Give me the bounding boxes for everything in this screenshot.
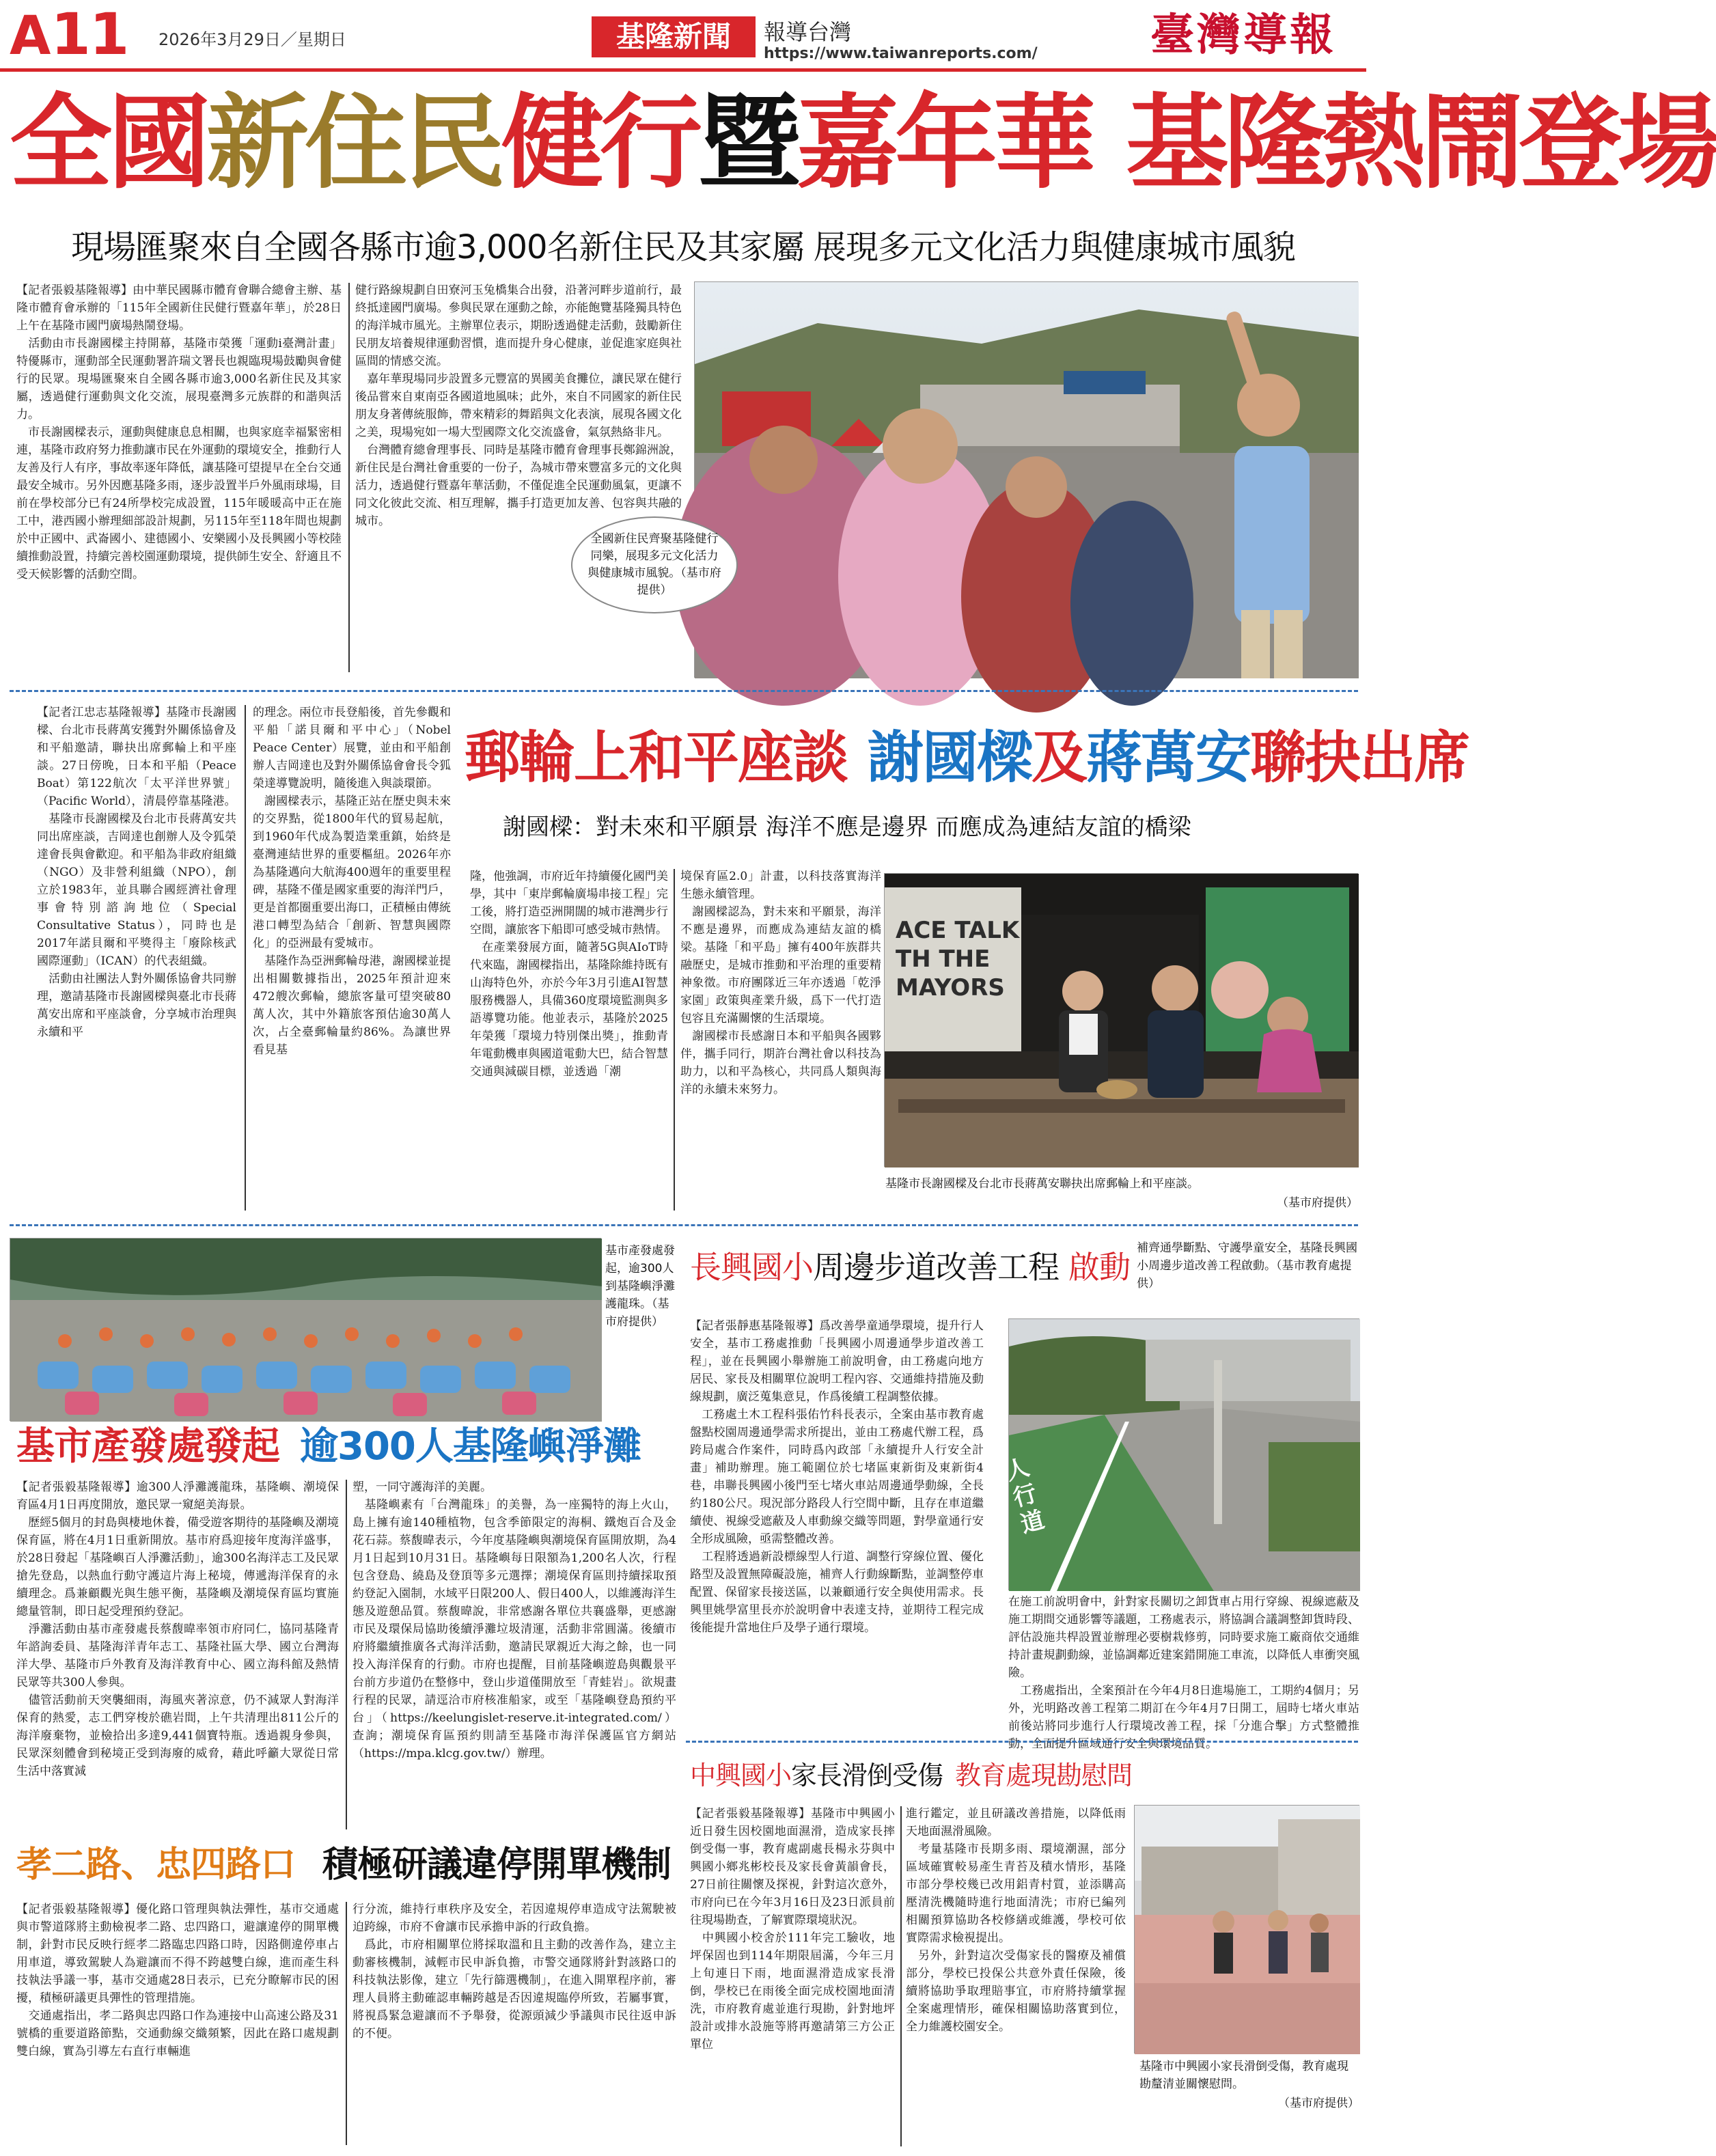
story5-col1: 【記者張毅基隆報導】優化路口管理與執法彈性，基市交通處與市警道隊將主動檢視孝二路、忠四路口，避讓違停的開單機制，針對市民反映行經孝二路臨忠四路口時，因路側違停車占用車道，導致駕駛人為避讓而不得不跨越雙白線，進而產生科技執法爭議一事，基市交通處28日表示，已充分瞭解市民的困擾，積極研議更具彈性的管理措施。 交通處指出，孝二路與忠四路口作為連接中山高速公路及31號橋的重要道路節點，交通動線交織頻繁，因此在路口處規劃雙白線，實為引導左右直行車輛進 xyxy=(16,1903,339,2058)
story4-col1: 【記者張靜惠基隆報導】爲改善學童通學環境，提升行人安全，基市工務處推動「長興國小周邊通學步道改善工程」，並在長興國小舉辦施工前說明會，由工務處向地方居民、家長及相關單位說明工程內容、交通維持措施及動線規劃，廣泛蒐集意見，作爲後續工程調整依據。 工務處土木工程科張佑竹科長表示，全案由基市教育處盤點校園周邊通學需求所提出，並由工務處代辦工程，爲跨局處合作案件，同時爲內政部「永續提升人行安全計畫」補助辦理。施工範圍位於七堵區東新街及東新街4巷，串聯長興國小後門至七堵火車站周邊通學動線，全長約180公尺。現況部分路段人行空間中斷，且存在車道繼續使、視線受遮蔽及人車動線交織等問題，對學童通行安全形成風險，亟需整體改善。 工程將透過新設標線型人行道、調整行穿線位置、優化路型及設置無障礙設施，補齊人行動線斷點，並調整停車配置、保留家長接送區，以兼顧通行安全與使用需求。長興里姚學富里長亦於說明會中表達支持，並期待工程完成後能提升當地住戶及學子通行環境。 xyxy=(690,1319,984,1635)
story2-col2: 的理念。兩位市長登船後，首先參觀和平船「諾貝爾和平中心」（Nobel Peace Center）展覽，並由和平船創辦人吉岡達也及對外關係協會會長令狐榮達導覽說明，隨後進入與談環節。 謝國樑表示，基隆正站在歷史與未來的交界點，從1800年代的貿易起航，到1960年代成為製造業重鎮，始終是臺灣連結世界的重要樞紐。2026年亦為基隆邁向大航海400週年的重要里程碑，基隆不僅是國家重要的海洋門戶，更是首都圈重要出海口，正積極由傳統港口轉型為結合「創新、智慧與國際化」的亞洲最有愛城市。 基隆作為亞洲郵輪母港，謝國樑並提出相關數據指出，2025年預計迎來472艘次郵輪，總旅客量可望突破80萬人次，其中外籍旅客預估逾30萬人次，占全臺郵輪量約86%。為讓世界看見基 xyxy=(253,706,451,1057)
story3-headline: 基市產發處發起 逾300人基隆嶼淨灘 xyxy=(16,1424,641,1469)
story1-col2: 健行路線規劃自田寮河玉兔橋集合出發，沿著河畔步道前行，最終抵達國門廣場。參與民眾在運動之餘，亦能飽覽基隆獨具特色的海洋城市風光。主辦單位表示，期盼透過健走活動，鼓勵新住民朋友培養規律運動習慣，進而提升身心健康，並促進家庭與社區間的情感交流。 嘉年華現場同步設置多元豐富的異國美食攤位，讓民眾在健行後品嘗來自東南亞各國道地風味；此外，來自不同國家的新住民朋友身著傳統服飾，帶來精彩的舞蹈與文化表演，展現各國文化之美，現場宛如一場大型國際文化交流盛會，氣氛熱絡非凡。 台灣體育總會理事長、同時是基隆市體育會理事長鄭錦洲說，新住民是台灣社會重要的一份子，為城市帶來豐富多元的文化與活力，透過健行暨嘉年華活動，不僅促進全民運動風氣，更讓不同文化彼此交流、相互理解，攜手打造更加友善、包容與共融的城市。 xyxy=(355,284,682,528)
story2-photo-caption: 基隆市長謝國樑及台北市長蔣萬安聯抉出席郵輪上和平座談。 xyxy=(885,1177,1199,1191)
headline-part: 基隆熱鬧登場 xyxy=(1126,84,1716,203)
headline-part: 暨 xyxy=(698,84,797,203)
story2-credit: （基市府提供） xyxy=(1277,1196,1358,1210)
story6-photo xyxy=(1134,1805,1359,2054)
story3-photo xyxy=(10,1238,601,1421)
section-divider xyxy=(10,1224,1358,1226)
column-rule xyxy=(674,869,675,1211)
brand-name: 報導台灣 xyxy=(764,19,852,45)
school-ground-photo xyxy=(1135,1806,1360,2054)
story3-col2: 塑，一同守護海洋的美麗。 基隆嶼素有「台灣龍珠」的美譽，為一座獨特的海上火山，島上擁有逾140種植物，包含季節限定的海桐、鐵炮百合及金花石蒜。蔡馥暐表示，今年度基隆嶼與潮境保育區開放期，為4月1日起到10月31日。基隆嶼每日限額為1,200名人次，行程包含登島、繞島及登頂等多元選擇；潮境保育區則持續採取預約登記入園制，水域平日限200人、假日400人，以維護海洋生態及遊憩品質。蔡馥暐說，非常感謝各單位共襄盛舉，更感謝市民及環保局協助後續淨灘垃圾清運，活動非常圓滿。後續市府將繼續推廣各式海洋活動，邀請民眾親近大海之餘，也一同投入海洋保育的行動。市府也提醒，目前基隆嶼遊島與觀景平台前方步道仍在整修中，登山步道僅開放至「青蛙岩」。欲規畫行程的民眾，請逕洽市府核准船家，或至「基隆嶼登島預約平台」（https://keelungislet-reserve.it-integrated.com/）查詢；潮境保育區預約則請至基隆市海洋保護區官方網站（https://mpa.klcg.gov.tw/）辦理。 xyxy=(352,1480,676,1760)
headline-part: 全國 xyxy=(10,84,207,203)
masthead-rule xyxy=(0,68,1366,72)
logo: 臺灣導報 xyxy=(1150,10,1336,61)
story6-headline: 中興國小家長滑倒受傷 教育處現勘慰問 xyxy=(690,1760,1133,1791)
beach-cleanup-photo xyxy=(10,1239,602,1422)
story3-col1: 【記者張毅基隆報導】逾300人淨灘護龍珠，基隆嶼、潮境保育區4月1日再度開放，邀民眾一窺絕美海景。 歷經5個月的封島與棲地休養，備受遊客期待的基隆嶼及潮境保育區，將在4月1日重新開放。基市府爲迎接年度海洋盛事，於28日發起「基隆嶼百人淨灘活動」，逾300名海洋志工及民眾搶先登島，以熱血行動守護這片海上秘境，傳遞海洋保育的永續理念。爲兼顧觀光與生態平衡，基隆嶼及潮境保育區均實施總量管制，即日起受理預約登記。 淨灘活動由基市產發處長蔡馥暐率領市府同仁，協同基隆青年諮詢委員、基隆海洋青年志工、基隆社區大學、國立台灣海洋大學、基隆市戶外教育及海洋教育中心、國立海科館及熱情民眾等共300人參與。 儘管活動前天突襲細雨，海風夾著涼意，仍不減眾人對海洋保育的熱愛，志工們穿梭於礁岩間，上午共清理出811公斤的海洋廢棄物，並檢拾出多達9,441個寶特瓶。透過親身參與，民眾深刻體會到秘境正受到海廢的威脅，藉此呼籲大眾從日常生活中落實減 xyxy=(16,1480,339,1778)
column-rule xyxy=(346,1480,347,1829)
road-marking-label: 人行道 xyxy=(1002,1453,1048,1539)
page-number: A11 xyxy=(10,1,128,68)
story1-headline xyxy=(10,77,1716,210)
story2-headline: 郵輪上和平座談 謝國樑及蔣萬安聯抉出席 xyxy=(465,725,1469,790)
masthead xyxy=(0,0,1366,72)
story4-photo-caption: 補齊通學斷點、守護學童安全，基隆長興國小周邊步道改善工程啟動。（基市教育處提供） xyxy=(1137,1241,1357,1290)
story1-subhead: 現場匯聚來自全國各縣市逾3,000名新住民及其家屬 展現多元文化活力與健康城市風貌 xyxy=(71,228,1295,266)
story2-col4: 境保育區2.0」計畫，以科技落實海洋生態永續管理。 謝國樑認為，對未來和平願景，海洋不應是邊界，而應成為連結友誼的橋梁。基隆「和平島」擁有400年族群共融歷史，是城市推動和平治理的重要精神象徵。市府團隊近三年亦透過「乾淨家園」政策與產業升級，爲下一代打造包容且充滿關懷的生活環境。 謝國樑市長感謝日本和平船與各國夥伴，攜手同行，期許台灣社會以科技為助力，以和平為核心，共同爲人類與海洋的永續未來努力。 xyxy=(680,870,881,1096)
column-rule xyxy=(348,283,350,672)
headline-part: 嘉年華 xyxy=(797,84,1092,203)
story2-col3: 隆，他強調，市府近年持續優化國門美學，其中「東岸郵輪廣場串接工程」完工後，將打造亞洲開闊的城市港灣步行空間，讓旅客下船即可感受城市熱情。 在產業發展方面，隨著5G與AIoT時代來臨，謝國樑指出，基隆除維持既有山海特色外，亦於今年3月引進AI智慧服務機器人，具備360度環境監測與多語導覽功能。他並表示，基隆於2025年榮獲「環境力特別傑出獎」，推動青年電動機車與國道電動大巴，結合智慧交通與減碳目標，並透過「潮 xyxy=(470,870,668,1079)
headline-part: 健行 xyxy=(501,84,699,203)
story6-credit: （基市府提供） xyxy=(1278,2097,1359,2110)
column-rule xyxy=(900,1806,902,2146)
story5-headline: 孝二路、忠四路口 積極研議違停開單機制 xyxy=(16,1844,672,1885)
section-divider xyxy=(686,1741,1358,1743)
story6-col1: 【記者張毅基隆報導】基隆市中興國小近日發生因校園地面濕滑，造成家長摔倒受傷一事，教育處副處長楊永芬與中興國小鄉兆彬校長及家長會黃韻會長，27日前往關懷及探視，針對這次意外，市府向已在今年3月16日及23日派員前往現場勘查，了解實際環境狀況。 中興國小校舍於111年完工驗收，地坪保固也到114年期限屆滿，今年三月上旬連日下雨，地面濕滑造成家長滑倒，學校已在雨後全面完成校園地面清洗，市府教育處並進行現勘，針對地坪設計或排水設施等將再邀請第三方公正單位 xyxy=(690,1807,895,2051)
issue-date: 2026年3月29日／星期日 xyxy=(158,30,346,49)
story4-photo xyxy=(1002,1318,1359,1590)
crowd-photo xyxy=(695,282,1359,678)
story2-photo xyxy=(884,873,1358,1167)
story2-subhead: 謝國樑：對未來和平願景 海洋不應是邊界 而應成為連結友誼的橋梁 xyxy=(503,814,1191,841)
story1-col1: 【記者張毅基隆報導】由中華民國縣市體育會聯合總會主辦、基隆市體育會承辦的「115年全國新住民健行暨嘉年華」，於28日上午在基隆市國門廣場熱鬧登場。 活動由市長謝國樑主持開幕，基隆市榮獲「運動i臺灣計畫」特優縣市，運動部全民運動署許瑞文署長也親臨現場鼓勵與會健行的民眾。現場匯聚來自全國各縣市逾3,000名新住民及其家屬，透過健行運動與文化交流，展現臺灣多元族群的和諧與活力。 市長謝國樑表示，運動與健康息息相關，也與家庭幸福緊密相連，基隆市政府努力推動讓市民在外運動的環境安全，推動行人友善及行人有序，事故率逐年降低，讓基隆可望提早在全台交通最安全城市。另外因應基隆多雨，逐步設置半戶外風雨球場，目前在學校部分已有24所學校完成設置，115年暖暖高中正在施工中，港西國小辦理細部設計規劃，另115年至118年間也規劃於中正國中、武崙國小、建德國小、安樂國小及長興國小等校陸續推動設置，持續完善校園運動環境，提供師生安全、舒適且不受天候影響的活動空間。 xyxy=(16,284,342,581)
section-divider xyxy=(10,690,1358,692)
story3-photo-caption: 基市產發處發起，逾300人到基隆嶼淨灘護龍珠。（基市府提供） xyxy=(605,1244,675,1329)
stage-banner: ACE TALK TH THE MAYORS xyxy=(896,917,1020,1001)
story6-photo-caption: 基隆市中興國小家長滑倒受傷，教育處現勘釐清並關懷慰問。 xyxy=(1139,2060,1348,2091)
story2-col1: 【記者江忠志基隆報導】基隆市長謝國樑、台北市長蔣萬安獲對外關係協會及和平船邀請，聯抉出席郵輪上和平座談。27日傍晚，日本和平船（Peace Boat）第122航次「太平洋世界號」（Pacific World），清晨停靠基隆港。 基隆市長謝國樑及台北市長蔣萬安共同出席座談，吉岡達也創辦人及令狐榮達會長與會歡迎。和平船為非政府組織（NGO）及非營利組織（NPO），創立於1983年，並具聯合國經濟社會理事會特別諮詢地位（Special Consultative Status），同時也是2017年諾貝爾和平獎得主「廢除核武國際運動」（ICAN）的代表組織。 活動由社團法人對外關係協會共同辦理，邀請基隆市長謝國樑與臺北市長蔣萬安出席和平座談會，分享城市治理與永續和平 xyxy=(37,706,236,1039)
story1-photo-caption: 全國新住民齊聚基隆健行同樂，展現多元文化活力與健康城市風貌。（基市府提供） xyxy=(571,516,738,613)
section-title: 基隆新聞 xyxy=(592,16,756,57)
site-url[interactable]: https://www.taiwanreports.com/ xyxy=(764,45,1038,62)
walkway-photo xyxy=(1009,1319,1360,1591)
story4-headline: 長興國小周邊步道改善工程 啟動 xyxy=(690,1249,1130,1286)
story4-col2: 在施工前說明會中，針對家長關切之卸貨車占用行穿線、視線遮蔽及施工期間交通影響等議題，工務處表示，將協調合議調整卸貨時段、評估設施共桿設置並辦理必要樹栽修剪，同時要求施工廠商依交通維持計畫規劃動線，並協調鄰近建案錯開施工車流，以降低人車衝突風險。 工務處指出，全案預計在今年4月8日進場施工，工期約4個月；另外，光明路改善工程第二期訂在今年4月7日開工，屆時七堵火車站前後站將同步進行人行環境改善工程，採「分進合擊」方式整體推動，全面提升區域通行安全與環境品質。 xyxy=(1008,1595,1359,1751)
story1-photo xyxy=(694,281,1358,678)
headline-part: 新住民 xyxy=(206,84,502,203)
story5-col2: 行分流，維持行車秩序及安全，若因違規停車造成守法駕駛被迫跨線，市府不會讓市民承擔申訴的行政負擔。 爲此，市府相關單位將採取溫和且主動的改善作為，建立主動審核機制，減輕市民申訴負擔，市警交通隊將針對該路口的科技執法影像，建立「先行篩選機制」，在進入開單程序前，審理人員將主動確認車輛跨越是否因違規臨停所致，若屬事實，將視爲緊急避讓而不予舉發，從源頭減少爭議與市民往返申訴的不便。 xyxy=(352,1903,676,2041)
column-rule xyxy=(245,705,246,1211)
column-rule xyxy=(346,1902,347,2145)
story6-col2: 進行鑑定，並且研議改善措施，以降低雨天地面濕滑風險。 考量基隆市長期多雨、環境潮濕，部分區域確實較易產生青苔及積水情形，基隆市部分學校幾已改用鋁青村質，並添購高壓清洗機隨時進行地面清洗；市府已編列相關預算協助各校修繕或維護，學校可依實際需求檢視提出。 另外，針對這次受傷家長的醫療及補償部分，學校已投保公共意外責任保險，後續將協助爭取理賠事宜，市府將持續掌握全案處理情形，確保相關協助落實到位，全力維護校園安全。 xyxy=(906,1807,1126,2034)
